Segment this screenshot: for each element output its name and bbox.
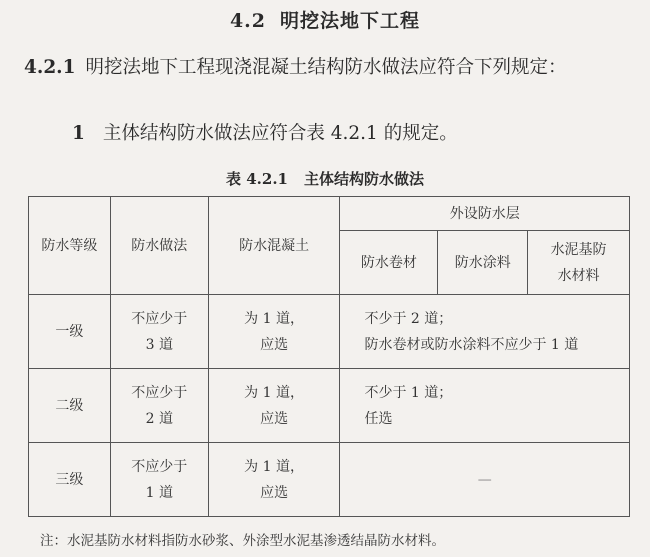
cell-concrete-line2: 应选 bbox=[260, 336, 289, 353]
cell-concrete bbox=[208, 295, 340, 369]
table-caption bbox=[0, 168, 650, 189]
clause-number: 4.2.1 bbox=[24, 57, 76, 78]
cell-method-line1: 不应少于 bbox=[131, 310, 188, 327]
table-number: 表 4.2.1 bbox=[226, 170, 288, 188]
cell-method bbox=[110, 295, 208, 369]
cell-method-line2: 1 道 bbox=[145, 484, 173, 501]
header-cement-line1: 水泥基防 bbox=[550, 241, 607, 258]
table-row bbox=[29, 295, 630, 369]
cell-method bbox=[110, 369, 208, 443]
cell-external bbox=[340, 295, 630, 369]
cell-external: — bbox=[340, 443, 630, 517]
cell-grade: 二级 bbox=[29, 369, 111, 443]
clause-paragraph bbox=[24, 52, 640, 84]
cell-grade: 三级 bbox=[29, 443, 111, 517]
cell-method-line1: 不应少于 bbox=[131, 458, 188, 475]
header-grade: 防水等级 bbox=[29, 197, 111, 295]
cell-grade: 一级 bbox=[29, 295, 111, 369]
cell-concrete-line1: 为 1 道， bbox=[244, 310, 304, 327]
waterproofing-table bbox=[28, 196, 630, 517]
cell-external-line2: 防水卷材或防水涂料不应少于 1 道 bbox=[364, 336, 579, 353]
section-number: 4.2 bbox=[229, 10, 267, 32]
cell-external-line2: 任选 bbox=[364, 410, 393, 427]
header-external-group: 外设防水层 bbox=[340, 197, 630, 231]
header-cement-line2: 水材料 bbox=[557, 267, 600, 284]
cell-external bbox=[340, 369, 630, 443]
cell-concrete bbox=[208, 369, 340, 443]
cell-concrete bbox=[208, 443, 340, 517]
clause-text: 明挖法地下工程现浇混凝土结构防水做法应符合下列规定： bbox=[85, 57, 567, 78]
cell-method-line2: 2 道 bbox=[145, 410, 173, 427]
section-heading bbox=[0, 6, 650, 33]
section-title: 明挖法地下工程 bbox=[280, 10, 421, 32]
cell-concrete-line2: 应选 bbox=[260, 410, 289, 427]
cell-concrete-line1: 为 1 道， bbox=[244, 458, 304, 475]
table-title: 主体结构防水做法 bbox=[303, 170, 424, 188]
cell-external-line1: 不少于 2 道； bbox=[364, 310, 453, 327]
header-cement-material bbox=[528, 231, 630, 295]
header-coating: 防水涂料 bbox=[438, 231, 528, 295]
cell-method-line2: 3 道 bbox=[145, 336, 173, 353]
header-concrete: 防水混凝土 bbox=[208, 197, 340, 295]
cell-method-line1: 不应少于 bbox=[131, 384, 188, 401]
table-row bbox=[29, 369, 630, 443]
cell-concrete-line1: 为 1 道， bbox=[244, 384, 304, 401]
header-method: 防水做法 bbox=[110, 197, 208, 295]
table-row bbox=[29, 443, 630, 517]
cell-concrete-line2: 应选 bbox=[260, 484, 289, 501]
header-membrane: 防水卷材 bbox=[340, 231, 438, 295]
item-number: 1 bbox=[72, 123, 85, 144]
cell-method bbox=[110, 443, 208, 517]
cell-external-line1: 不少于 1 道； bbox=[364, 384, 453, 401]
item-text: 主体结构防水做法应符合表 4.2.1 的规定。 bbox=[102, 123, 458, 144]
list-item bbox=[72, 120, 458, 148]
table-note: 注：水泥基防水材料指防水砂浆、外涂型水泥基渗透结晶防水材料。 bbox=[40, 533, 445, 549]
